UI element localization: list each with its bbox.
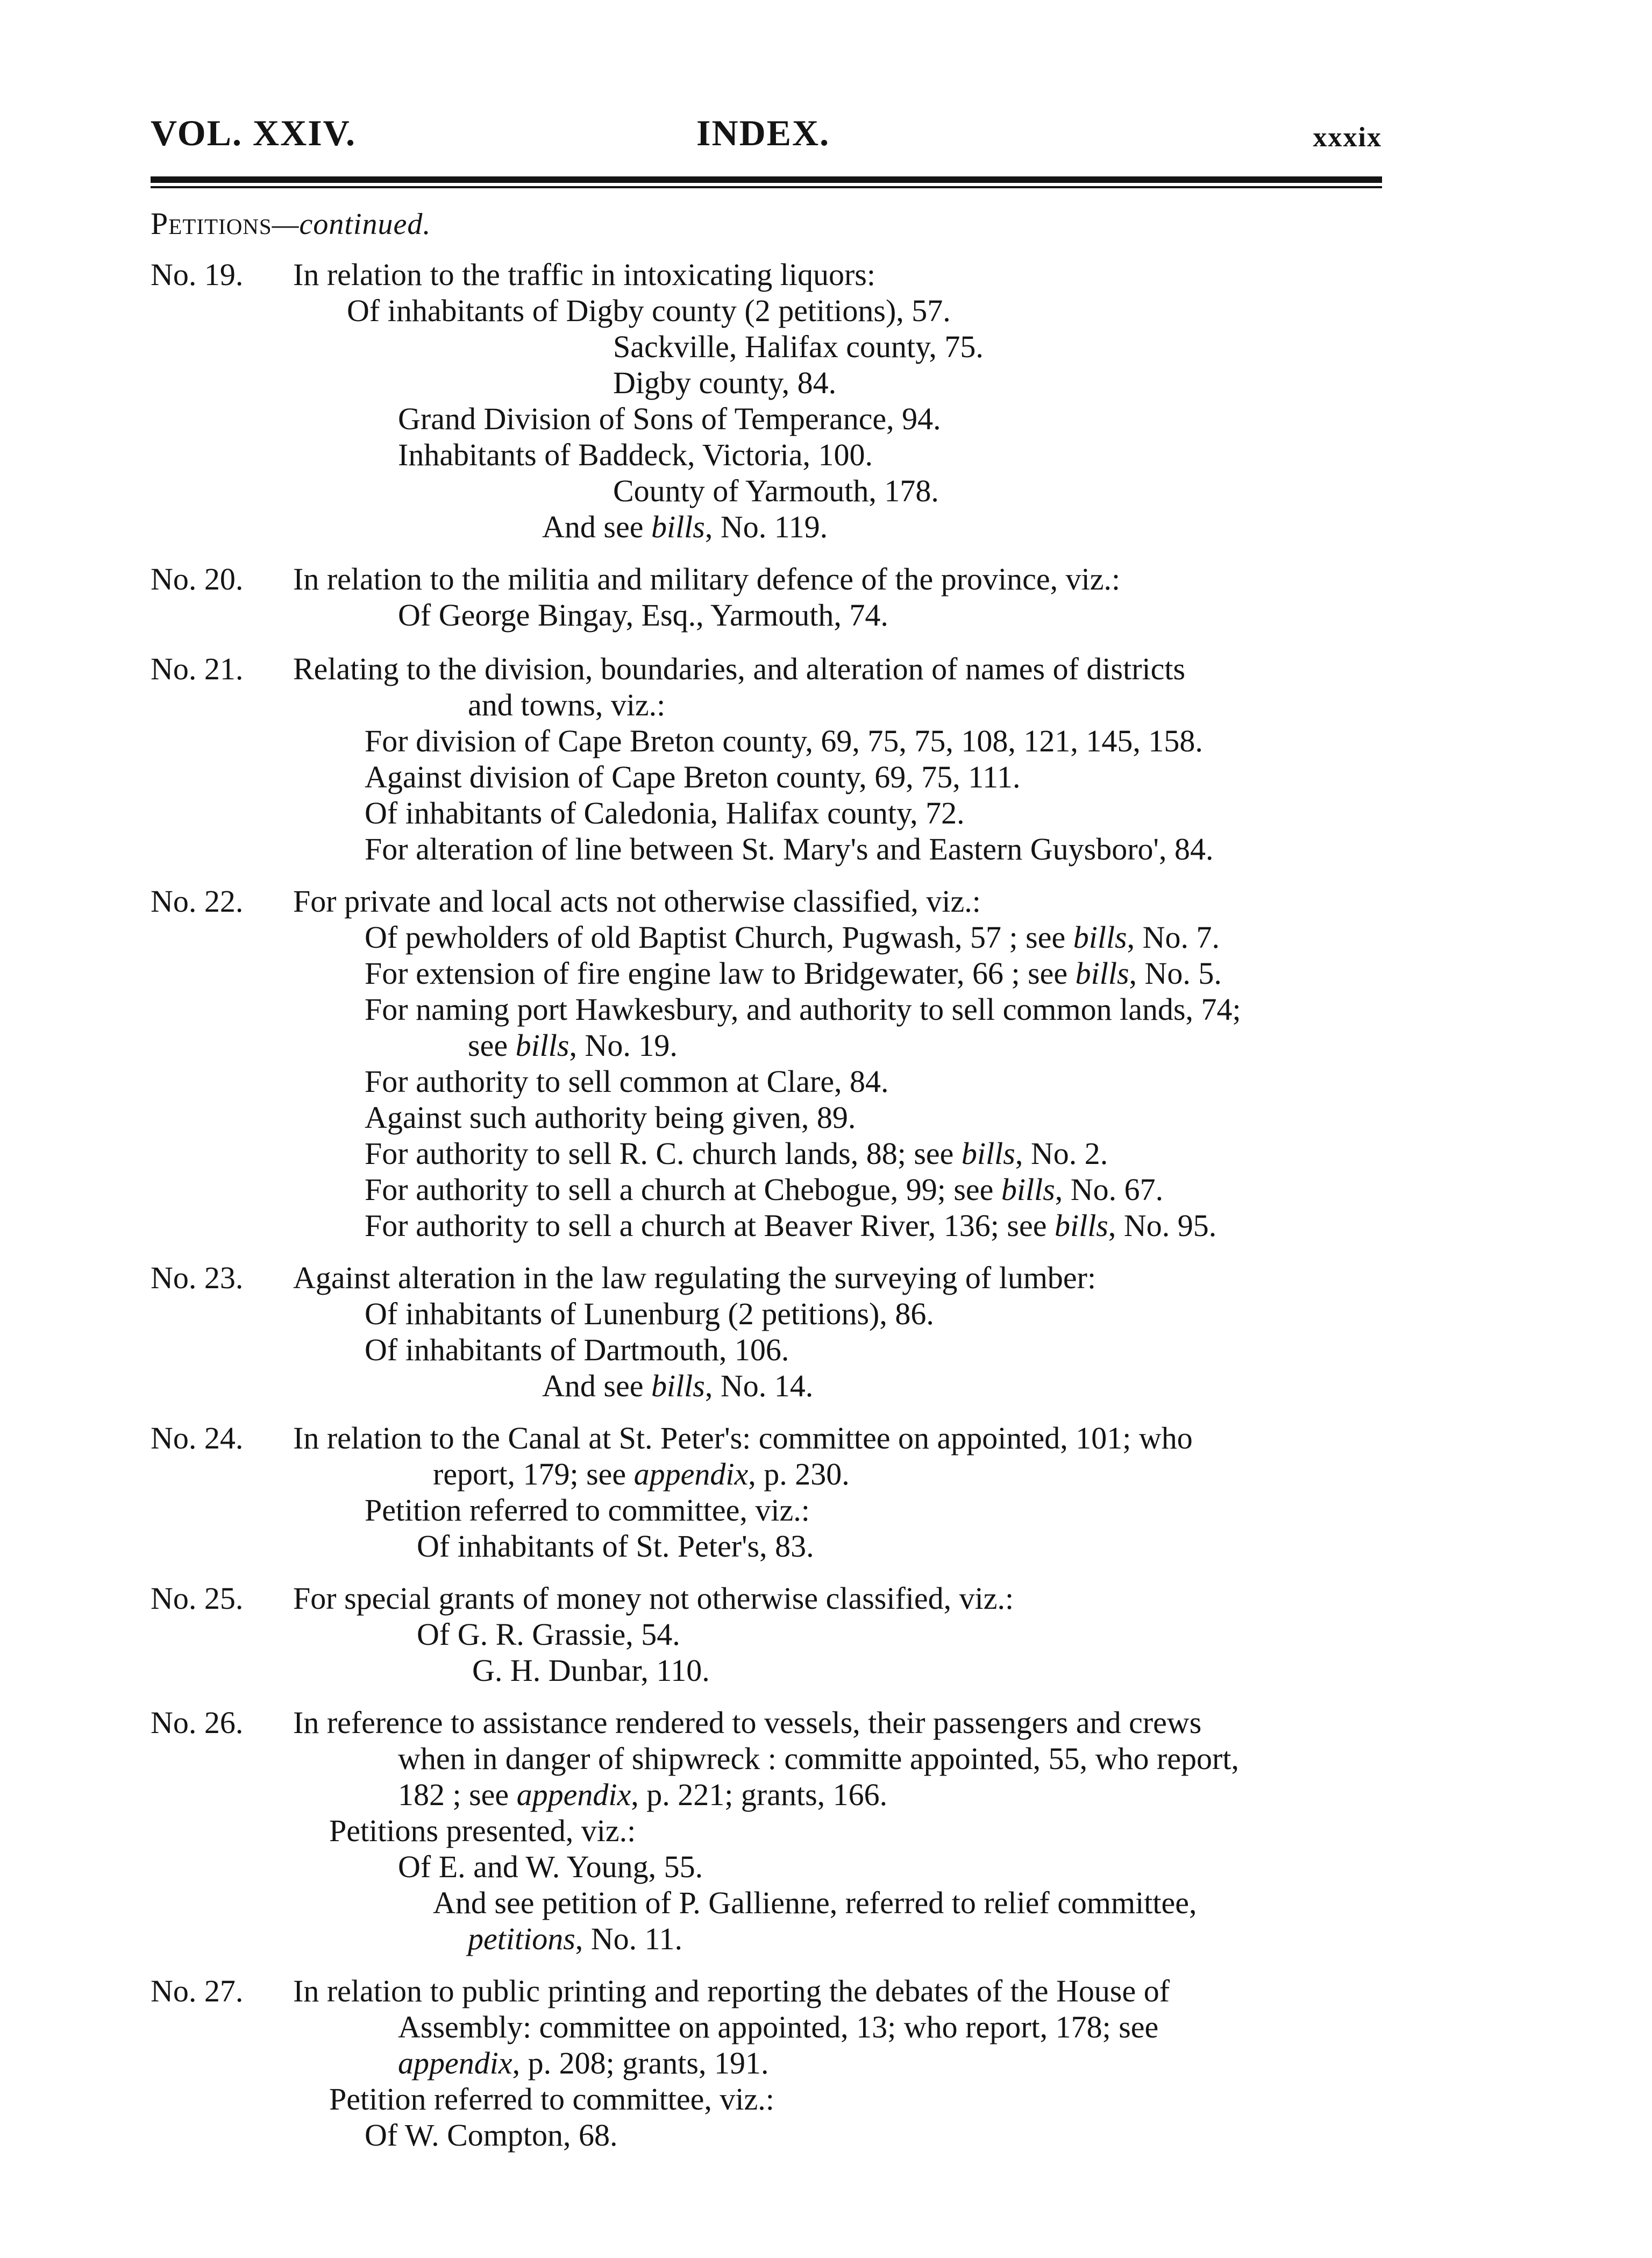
entry-number: No. 25. (151, 1581, 244, 1616)
entry-line: For authority to sell common at Clare, 84. (365, 1064, 889, 1099)
entry-line: Petitions presented, viz.: (329, 1813, 636, 1848)
entry-line: Of inhabitants of Caledonia, Halifax county, 72. (365, 796, 965, 830)
entry-number: No. 21. (151, 651, 244, 686)
entry-line: Digby county, 84. (613, 365, 837, 400)
entry-line: And see bills, No. 119. (542, 509, 828, 544)
entry-line: petitions, No. 11. (468, 1921, 683, 1956)
section-heading (151, 205, 431, 242)
entry-line: For extension of fire engine law to Bridgewater, 66 ; see bills, No. 5. (365, 956, 1222, 991)
running-header (151, 112, 1382, 160)
entry-line: Of inhabitants of Digby county (2 petitions), 57. (347, 293, 951, 328)
entry-line: Of George Bingay, Esq., Yarmouth, 74. (398, 598, 888, 633)
entry-line: For naming port Hawkesbury, and authority to sell common lands, 74; (365, 992, 1241, 1027)
entry-line: Petition referred to committee, viz.: (365, 1493, 810, 1528)
entry-line: For division of Cape Breton county, 69, 75, 75, 108, 121, 145, 158. (365, 723, 1203, 758)
entry-line: Of G. R. Grassie, 54. (417, 1617, 680, 1652)
entry-line: Assembly: committee on appointed, 13; who report, 178; see (398, 2010, 1159, 2044)
entry-line: Of inhabitants of Dartmouth, 106. (365, 1332, 789, 1367)
entry-line: Grand Division of Sons of Temperance, 94. (398, 401, 941, 436)
entry-line: Sackville, Halifax county, 75. (613, 329, 984, 364)
entry-line: and towns, viz.: (468, 687, 666, 722)
entry-line: For authority to sell R. C. church lands, 88; see bills, No. 2. (365, 1136, 1108, 1171)
volume-label: VOL. XXIV. (151, 112, 357, 153)
entry-line: In relation to public printing and reporting the debates of the House of (293, 1973, 1170, 2008)
section-title: Petitions (151, 206, 272, 241)
entry-line: In relation to the Canal at St. Peter's: committee on appointed, 101; who (293, 1421, 1193, 1455)
entry-line: report, 179; see appendix, p. 230. (433, 1457, 850, 1492)
entry-line: And see petition of P. Gallienne, referred to relief committee, (433, 1885, 1197, 1920)
entry-line: G. H. Dunbar, 110. (472, 1653, 710, 1688)
entry-line: Relating to the division, boundaries, and alteration of names of districts (293, 651, 1186, 686)
entry-line: Of pewholders of old Baptist Church, Pugwash, 57 ; see bills, No. 7. (365, 920, 1220, 955)
index-title: INDEX. (696, 112, 830, 153)
entry-line: In relation to the traffic in intoxicating liquors: (293, 257, 875, 292)
section-continued: —continued. (272, 208, 431, 241)
entry-number: No. 20. (151, 562, 244, 597)
header-rule-thin (151, 186, 1382, 188)
entry-line: Against such authority being given, 89. (365, 1100, 856, 1135)
entry-line: For authority to sell a church at Beaver River, 136; see bills, No. 95. (365, 1208, 1217, 1243)
entry-number: No. 27. (151, 1973, 244, 2008)
entry-line: For private and local acts not otherwise classified, viz.: (293, 884, 981, 919)
entry-line: Petition referred to committee, viz.: (329, 2082, 774, 2117)
entry-line: Of E. and W. Young, 55. (398, 1849, 703, 1884)
entry-line: For authority to sell a church at Chebogue, 99; see bills, No. 67. (365, 1172, 1164, 1207)
entry-line: appendix, p. 208; grants, 191. (398, 2046, 769, 2081)
entry-line: For special grants of money not otherwise classified, viz.: (293, 1581, 1014, 1616)
page-number: xxxix (1313, 122, 1382, 153)
entry-line: 182 ; see appendix, p. 221; grants, 166. (398, 1777, 888, 1812)
entry-number: No. 26. (151, 1705, 244, 1740)
entry-number: No. 19. (151, 257, 244, 292)
entry-line: In reference to assistance rendered to vessels, their passengers and crews (293, 1705, 1202, 1740)
entry-line: Inhabitants of Baddeck, Victoria, 100. (398, 437, 873, 472)
entry-line: when in danger of shipwreck : committe appointed, 55, who report, (398, 1741, 1239, 1776)
entry-line: County of Yarmouth, 178. (613, 473, 939, 508)
entry-line: And see bills, No. 14. (542, 1368, 814, 1403)
entry-line: Of inhabitants of Lunenburg (2 petitions), 86. (365, 1296, 934, 1331)
entry-line: see bills, No. 19. (468, 1028, 678, 1063)
entry-line: In relation to the militia and military defence of the province, viz.: (293, 562, 1121, 597)
entry-line: Against alteration in the law regulating the surveying of lumber: (293, 1260, 1096, 1295)
entry-line: For alteration of line between St. Mary's and Eastern Guysboro', 84. (365, 832, 1214, 867)
header-rule (151, 176, 1382, 183)
entry-line: Against division of Cape Breton county, 69, 75, 111. (365, 759, 1021, 794)
entry-number: No. 23. (151, 1260, 244, 1295)
entry-number: No. 24. (151, 1421, 244, 1455)
entry-line: Of inhabitants of St. Peter's, 83. (417, 1529, 814, 1564)
entry-line: Of W. Compton, 68. (365, 2118, 618, 2153)
entry-number: No. 22. (151, 884, 244, 919)
